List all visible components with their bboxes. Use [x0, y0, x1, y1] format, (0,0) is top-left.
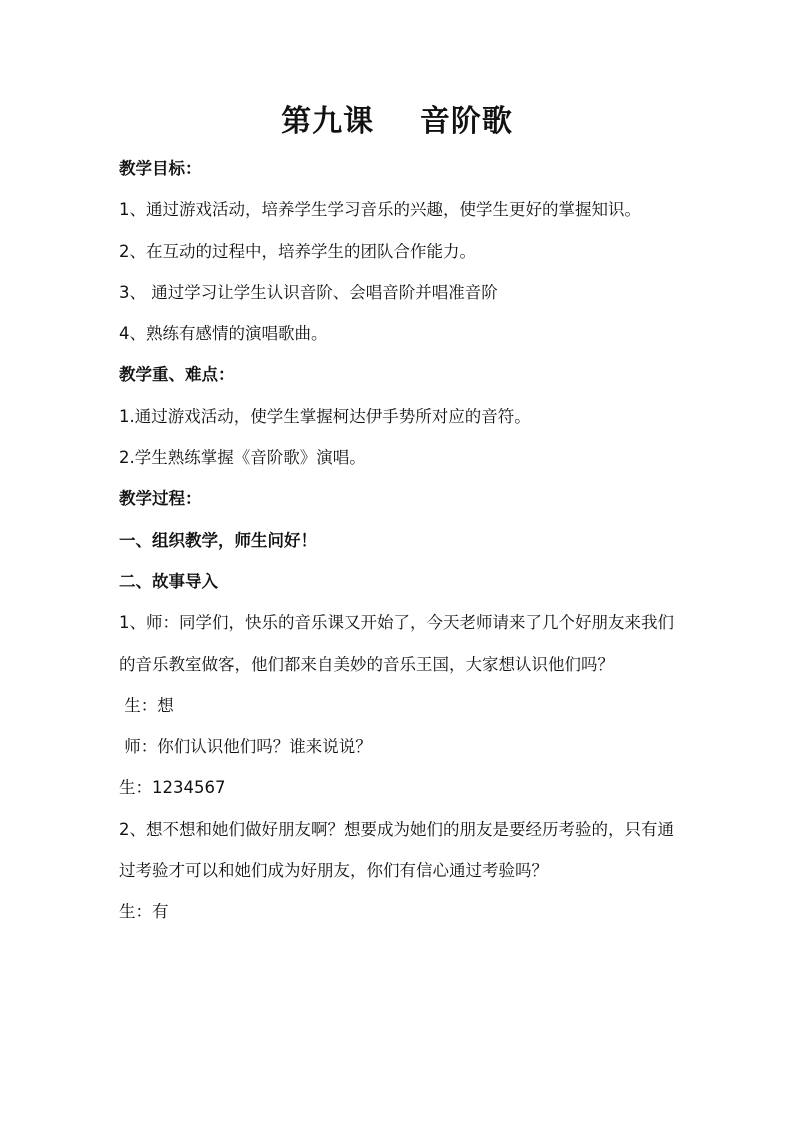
paragraph: 2、在互动的过程中，培养学生的团队合作能力。 — [119, 241, 476, 261]
dialogue-line: 生：想 — [119, 695, 174, 715]
paragraph: 1.通过游戏活动，使学生掌握柯达伊手势所对应的音符。 — [119, 406, 531, 426]
dialogue-line: 生：有 — [119, 902, 169, 922]
paragraph: 1、师：同学们，快乐的音乐课又开始了，今天老师请来了几个好朋友来我们的音乐教室做客，他们都来自美妙的音乐王国，大家想认识他们吗？ — [119, 613, 674, 674]
paragraph: 4、熟练有感情的演唱歌曲。 — [119, 324, 328, 344]
dialogue-line: 生：1234567 — [119, 778, 226, 798]
document-body — [119, 148, 685, 933]
section-heading-objectives: 教学目标： — [119, 159, 202, 178]
paragraph: 1、通过游戏活动，培养学生学习音乐的兴趣，使学生更好的掌握知识。 — [119, 200, 641, 220]
section-heading-key-points: 教学重、难点： — [119, 365, 235, 385]
dialogue-line: 师：你们认识他们吗？谁来说说？ — [119, 737, 372, 757]
paragraph: 2.学生熟练掌握《音阶歌》演唱。 — [119, 448, 366, 468]
section-heading-process: 教学过程： — [119, 489, 202, 509]
page-title: 第九课 音阶歌 — [281, 104, 513, 139]
paragraph: 3、 通过学习让学生认识音阶、会唱音阶并唱准音阶 — [119, 282, 498, 302]
section-heading-step-2: 二、故事导入 — [119, 571, 218, 591]
section-heading-step-1: 一、组织教学，师生问好！ — [119, 530, 317, 550]
paragraph: 2、想不想和她们做好朋友啊？想要成为她们的朋友是要经历考验的，只有通过考验才可以和她们成为好朋友，你们有信心通过考验吗？ — [119, 819, 674, 881]
